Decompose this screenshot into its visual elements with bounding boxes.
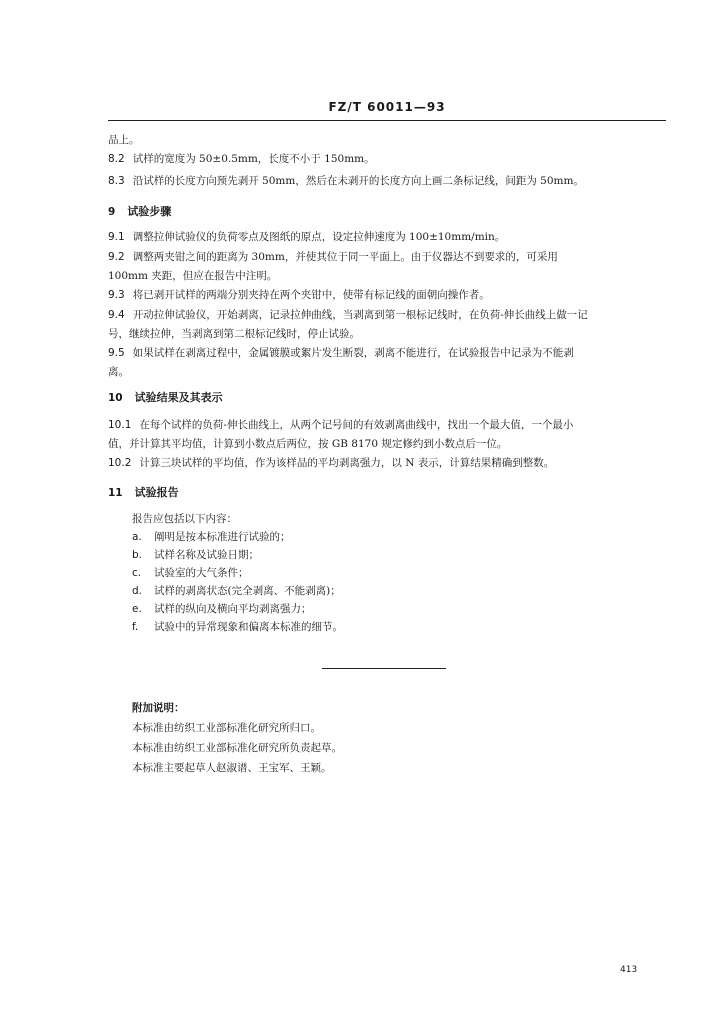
notes-line: 本标准由纺织工业部标准化研究所归口。 [132,722,321,734]
list-letter: d. [132,585,143,597]
clause-number: 10.1 [108,419,132,431]
list-item-text: 试样的剥离状态(完全剥离、不能剥离)； [154,585,341,597]
notes-line: 本标准由纺织工业部标准化研究所负责起草。 [132,742,342,754]
clause-9-4 [108,308,666,341]
clause-8-2 [108,152,666,166]
clause-number: 9.3 [108,289,125,301]
clause-9-3 [108,288,666,302]
clause-text: 如果试样在剥离过程中，金属镀膜或絮片发生断裂，剥离不能进行，在试验报告中记录为不能剥 [132,347,574,359]
clause-number: 9.2 [108,251,125,263]
clause-text-continued: 100mm 夹距，但应在报告中注明。 [108,270,278,282]
clause-number: 9.4 [108,309,125,321]
section-title-text: 试验结果及其表示 [134,391,223,404]
clause-text-continued: 离。 [108,366,129,378]
list-item [132,600,343,618]
clause-10-2 [108,456,666,470]
list-letter: e. [132,603,142,615]
clause-9-5 [108,346,666,379]
clause-8-3 [108,174,666,188]
list-item-text: 试验中的异常现象和偏离本标准的细节。 [154,621,343,633]
list-letter: f. [132,621,139,633]
list-letter: a. [132,531,142,543]
clause-number: 9.5 [108,347,125,359]
section-9-title [108,203,171,219]
clause-9-2 [108,250,666,283]
list-item [132,546,343,564]
clause-text-continued: 值，并计算其平均值，计算到小数点后两位，按 GB 8170 规定修约到小数点后一位。 [108,438,508,450]
page-number: 413 [620,965,638,975]
list-item-text: 阐明是按本标准进行试验的； [154,531,291,543]
list-item [132,564,343,582]
list-item-text: 试验室的大气条件； [154,567,249,579]
header-rule [108,120,666,121]
list-item [132,582,343,600]
clause-number: 10.2 [108,457,132,469]
clause-text: 在每个试样的负荷-伸长曲线上，从两个记号间的有效剥离曲线中，找出一个最大值，一个最小 [139,419,574,431]
list-item-text: 试样的纵向及横向平均剥离强力； [154,603,312,615]
standard-code-header: FZ/T 60011—93 [328,100,446,114]
notes-title: 附加说明： [132,702,185,714]
clause-9-1 [108,230,666,244]
section-number: 11 [108,487,123,499]
clause-text: 计算三块试样的平均值，作为该样品的平均剥离强力，以 N 表示，计算结果精确到整数。 [139,457,555,469]
list-item [132,618,343,636]
clause-10-1 [108,418,666,451]
clause-number: 8.2 [108,153,125,165]
section-number: 9 [108,206,116,218]
end-of-text-rule [322,668,446,669]
additional-notes [132,698,342,778]
list-item [132,528,343,546]
section-number: 10 [108,392,123,404]
clause-text: 调整拉伸试验仪的负荷零点及图纸的原点，设定拉伸速度为 100±10mm/min。 [132,231,506,243]
continuation-text [108,133,666,147]
clause-text: 将已剥开试样的两端分别夹持在两个夹钳中，使带有标记线的面朝向操作者。 [132,289,490,301]
list-item-text: 试样名称及试验日期； [154,549,259,561]
section-title-text: 试验步骤 [127,205,172,218]
section-11-title [108,484,179,500]
clause-number: 9.1 [108,231,125,243]
clause-text: 调整两夹钳之间的距离为 30mm，并使其位于同一平面上。由于仪器达不到要求的，可采用 [132,251,558,263]
list-letter: b. [132,549,143,561]
clause-text: 沿试样的长度方向预先剥开 50mm，然后在未剥开的长度方向上画二条标记线，间距为 50mm。 [132,175,584,187]
list-intro: 报告应包括以下内容： [132,513,237,525]
clause-text-continued: 号，继续拉伸，当剥离到第二根标记线时，停止试验。 [108,328,360,340]
section-10-title [108,389,223,405]
paragraph-line: 品上。 [108,134,140,146]
notes-line: 本标准主要起草人赵淑谱、王宝军、王颖。 [132,762,332,774]
clause-number: 8.3 [108,175,125,187]
list-letter: c. [132,567,142,579]
report-contents-list [132,510,343,636]
clause-text: 开动拉伸试验仪，开始剥离，记录拉伸曲线，当剥离到第一根标记线时，在负荷-伸长曲线上做一记 [132,309,588,321]
section-title-text: 试验报告 [134,486,179,499]
clause-text: 试样的宽度为 50±0.5mm，长度不小于 150mm。 [132,153,375,165]
